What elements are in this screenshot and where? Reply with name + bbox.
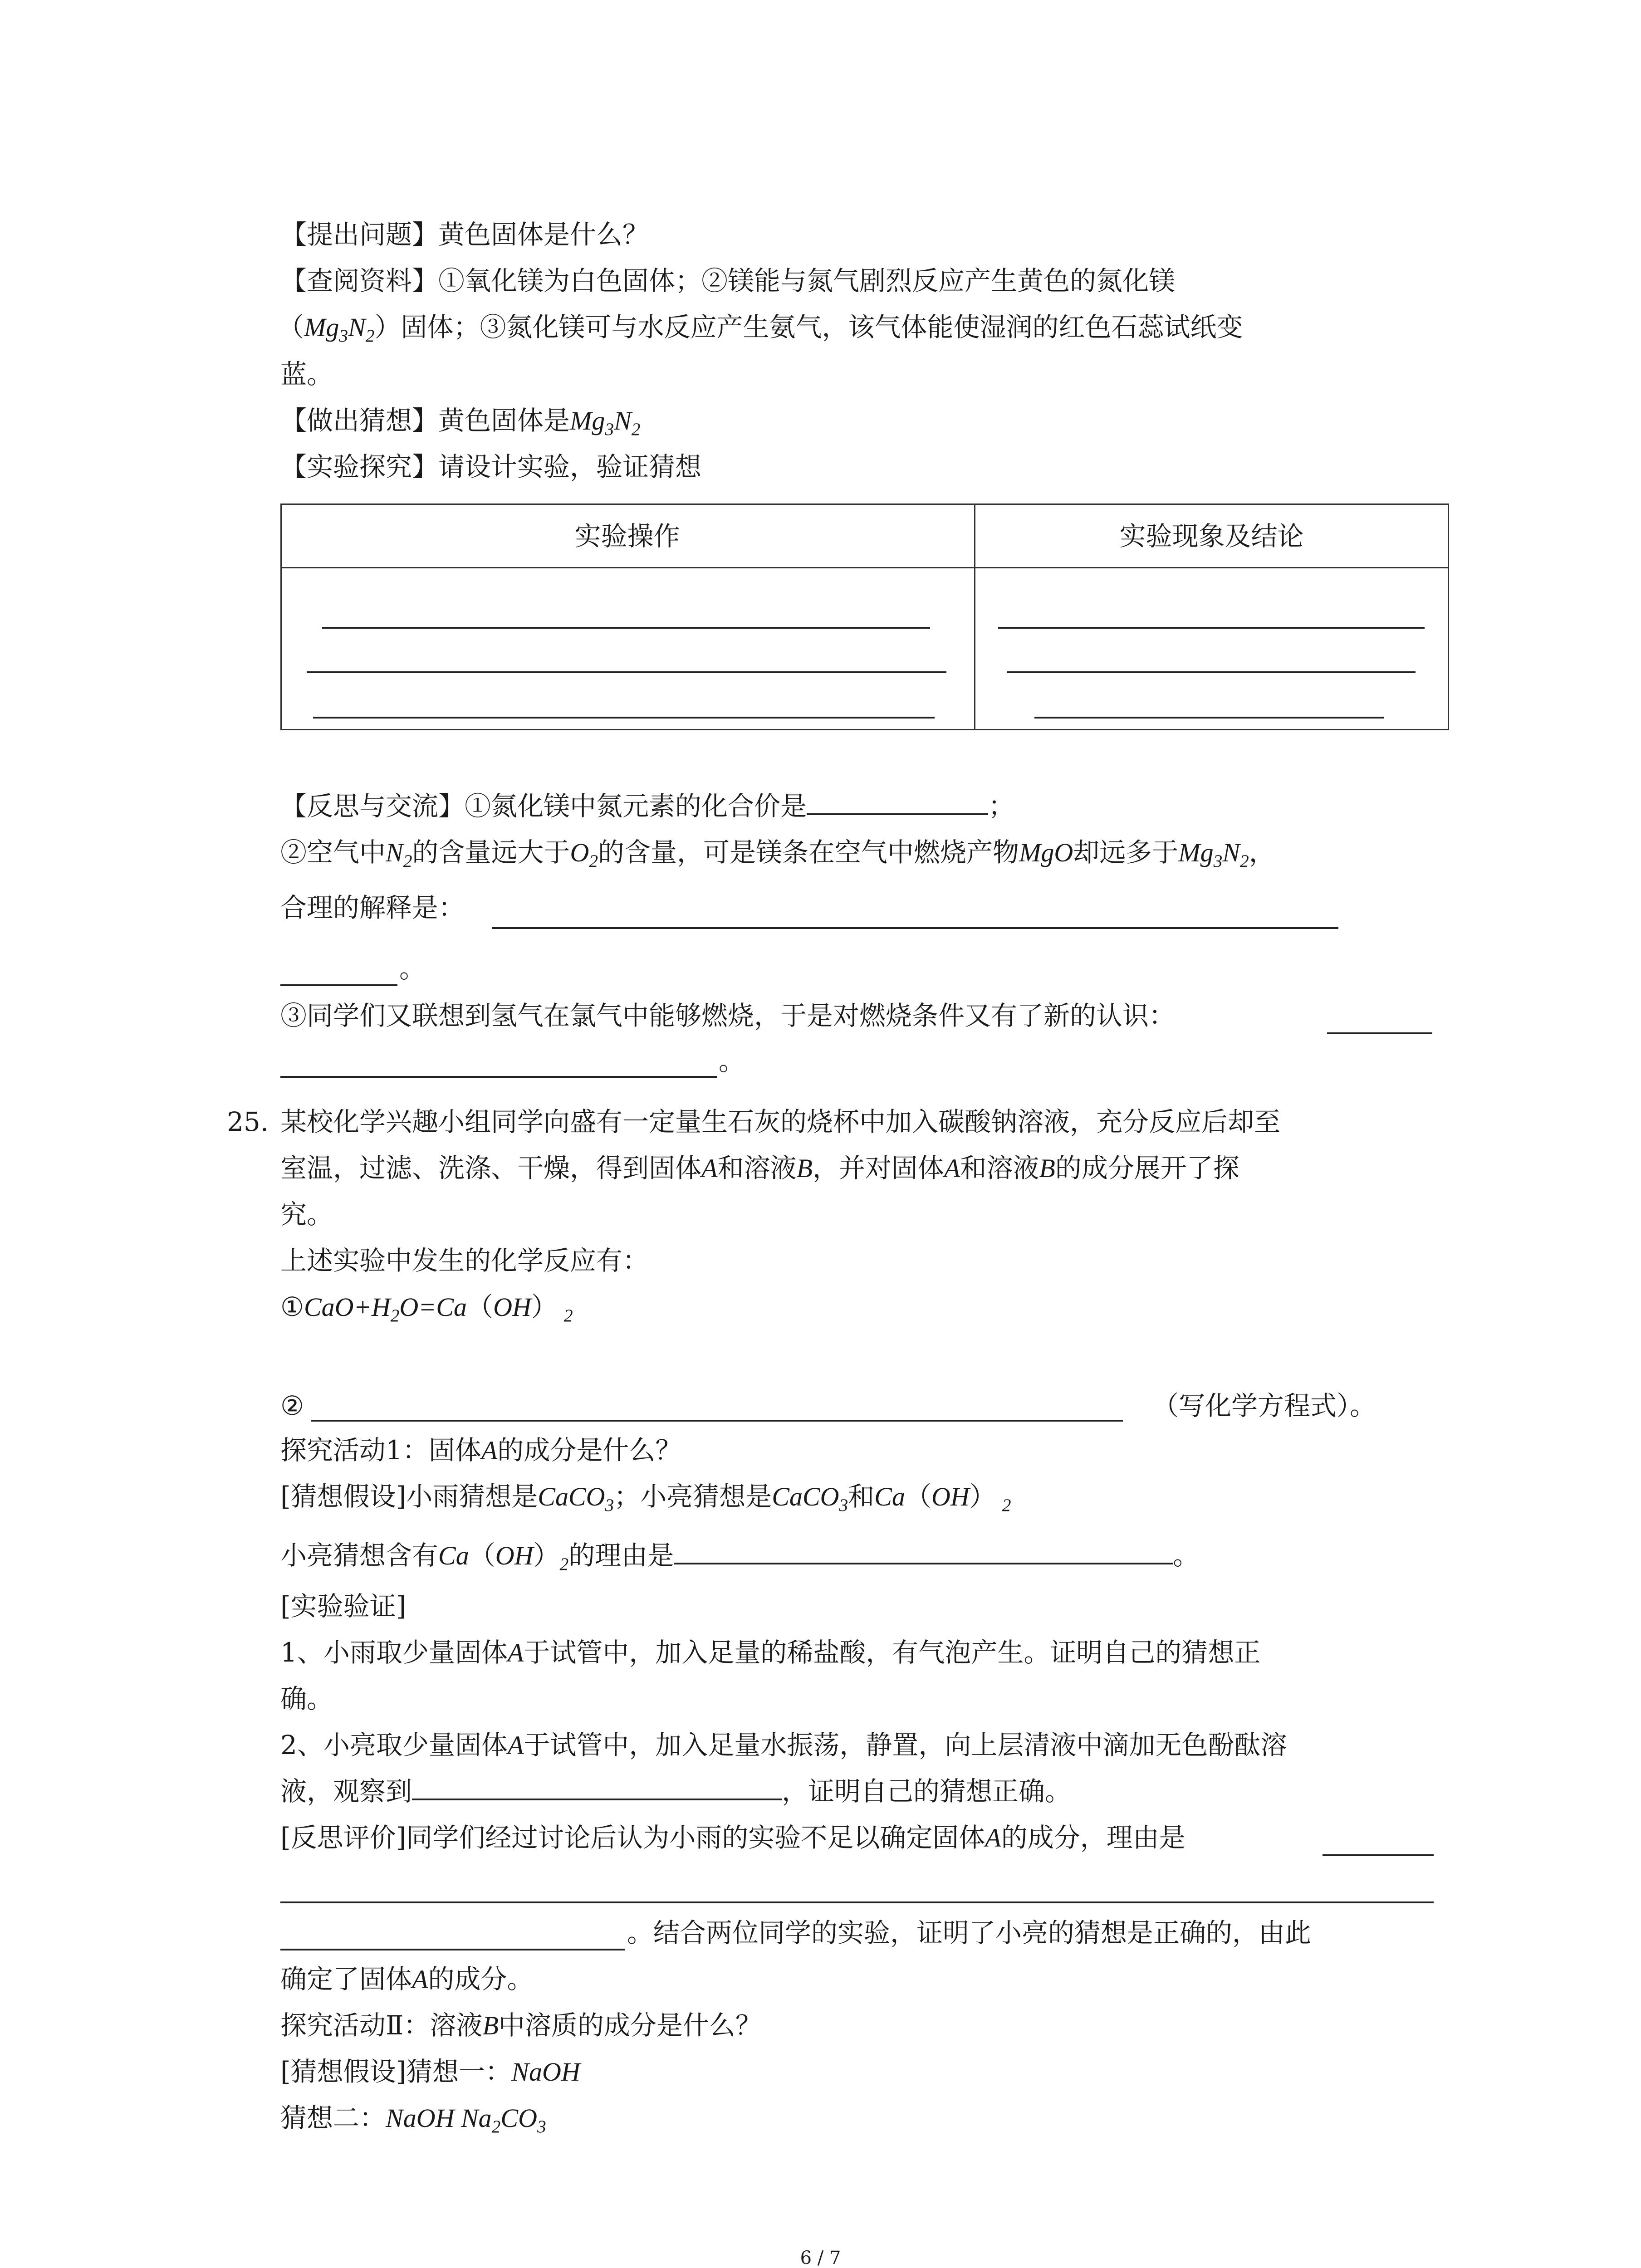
q25-verify-2b xyxy=(280,1776,1072,1807)
paren-open: （ xyxy=(467,1291,494,1322)
var-a: A xyxy=(944,1154,960,1183)
formula: NaOH xyxy=(511,2057,580,2087)
answer-blank[interactable] xyxy=(1327,1032,1432,1034)
paren-open: （ xyxy=(905,1481,931,1512)
text-hypothesis: 【做出猜想】黄色固体是 xyxy=(280,405,570,436)
formula: CaO+H xyxy=(304,1292,391,1322)
formula-mg: Mg xyxy=(570,406,605,435)
subscript: 3 xyxy=(605,419,614,439)
text-materials-3: 蓝。 xyxy=(280,359,333,390)
paren-open: （ xyxy=(278,312,304,342)
text-content: 探究活动Ⅱ：溶液 xyxy=(280,2010,483,2041)
text-content: 和溶液 xyxy=(717,1153,797,1183)
q25-guess-1 xyxy=(280,2058,580,2085)
answer-blank[interactable] xyxy=(280,1949,625,1950)
text-explanation: 合理的解释是： xyxy=(280,892,465,923)
text-content: 探究活动1：固体 xyxy=(280,1435,481,1466)
formula: NaOH Na xyxy=(386,2103,492,2133)
line-hypothesis xyxy=(280,405,641,439)
subscript: 2 xyxy=(403,850,412,871)
text-content: 的含量远大于 xyxy=(412,837,570,868)
var-b: B xyxy=(482,2011,499,2040)
text-content: 室温，过滤、洗涤、干燥，得到固体 xyxy=(280,1153,702,1183)
text-content: 却远多于 xyxy=(1073,837,1179,868)
q25-line-2 xyxy=(280,1155,1239,1182)
formula: OH xyxy=(493,1292,531,1322)
subscript: 2 xyxy=(390,1305,400,1325)
answer-blank[interactable] xyxy=(280,1901,1434,1903)
answer-blank[interactable] xyxy=(1007,671,1416,673)
q25-verify-1b xyxy=(280,1683,333,1714)
formula-n: N xyxy=(386,838,403,867)
q25-verify-2 xyxy=(280,1732,1287,1759)
text-content: [反思评价]同学们经过讨论后认为小雨的实验不足以确定固体 xyxy=(280,1822,985,1853)
formula-n: N xyxy=(1222,838,1240,867)
subscript: 2 xyxy=(491,2116,501,2136)
q25-guess-2 xyxy=(280,2102,546,2136)
answer-blank[interactable] xyxy=(998,627,1425,629)
formula: CaCO xyxy=(772,1482,839,1511)
circled-number: ① xyxy=(280,1291,304,1322)
table-header-result: 实验现象及结论 xyxy=(1119,521,1304,552)
text-content: 液，观察到 xyxy=(280,1776,412,1807)
var-a: A xyxy=(985,1823,1001,1853)
line-materials-1 xyxy=(280,265,1176,296)
subscript: 3 xyxy=(537,2116,546,2136)
text-content: 的成分展开了探 xyxy=(1055,1153,1239,1183)
answer-blank[interactable] xyxy=(280,1076,717,1078)
subscript: 3 xyxy=(839,1495,848,1515)
answer-blank[interactable] xyxy=(807,813,988,815)
table-header-operation: 实验操作 xyxy=(574,521,680,552)
line-reflection-2 xyxy=(280,837,1275,871)
text-content: 于试管中，加入足量的稀盐酸，有气泡产生。证明自己的猜想正 xyxy=(524,1637,1261,1668)
formula-mgo: MgO xyxy=(1019,838,1073,867)
subscript: 2 xyxy=(589,850,598,871)
formula-mg: Mg xyxy=(1178,838,1214,867)
subscript: 2 xyxy=(563,1305,573,1325)
q25-evaluation-3 xyxy=(280,1966,533,1993)
text-materials-1: 【查阅资料】①氧化镁为白色固体；②镁能与氮气剧烈反应产生黄色的氮化镁 xyxy=(280,265,1176,296)
text-content: 上述实验中发生的化学反应有： xyxy=(280,1245,649,1276)
table-header-divider xyxy=(280,567,1449,568)
text-content: 和 xyxy=(848,1481,875,1512)
question-number: 25. xyxy=(227,1106,269,1137)
text-content: 确。 xyxy=(280,1683,333,1714)
comma: ， xyxy=(1249,837,1275,868)
text-content: 的理由是 xyxy=(568,1540,674,1571)
answer-blank[interactable] xyxy=(492,927,1338,929)
formula: CO xyxy=(500,2103,537,2133)
subscript: 2 xyxy=(1002,1495,1011,1515)
subscript: 3 xyxy=(339,325,348,346)
q25-activity-1 xyxy=(280,1437,681,1464)
line-materials-2 xyxy=(278,312,1243,346)
text-content: [猜想假设]猜想一： xyxy=(280,2056,512,2087)
q25-line-1 xyxy=(280,1106,1281,1137)
q25-line-3 xyxy=(280,1199,333,1230)
subscript: 3 xyxy=(1213,850,1223,871)
formula: OH xyxy=(931,1482,970,1511)
answer-blank[interactable] xyxy=(322,627,930,629)
line-experiment xyxy=(280,451,702,482)
page-number: 6 / 7 xyxy=(800,2248,841,2268)
semicolon: ； xyxy=(988,791,1015,821)
q25-equation-1 xyxy=(280,1291,573,1325)
q25-verify-title xyxy=(280,1591,407,1622)
var-b: B xyxy=(796,1154,813,1183)
circled-number: ② xyxy=(280,1390,304,1421)
line-materials-3 xyxy=(280,359,333,390)
text-content: 猜想二： xyxy=(280,2102,386,2133)
text-content: [猜想假设]小雨猜想是 xyxy=(280,1481,538,1512)
var-a: A xyxy=(507,1730,524,1760)
q25-evaluation xyxy=(280,1824,1185,1851)
paren-open: （ xyxy=(469,1540,495,1571)
text-content: 的含量，可是镁条在空气中燃烧产物 xyxy=(598,837,1019,868)
answer-blank[interactable] xyxy=(1034,717,1384,719)
q25-verify-1 xyxy=(280,1639,1260,1666)
formula: Ca xyxy=(874,1482,905,1511)
text-content: 确定了固体 xyxy=(280,1964,412,1994)
text-content: 究。 xyxy=(280,1199,333,1230)
text-content: 中溶质的成分是什么？ xyxy=(498,2010,762,2041)
text-content: [实验验证] xyxy=(280,1591,407,1622)
period: 。 xyxy=(719,1046,745,1076)
line-reflection-3 xyxy=(280,894,465,921)
text-content: 1、小雨取少量固体 xyxy=(280,1637,508,1668)
text-reflection-4: ③同学们又联想到氢气在氯气中能够燃烧，于是对燃烧条件又有了新的认识： xyxy=(280,1000,1176,1031)
period: 。 xyxy=(399,953,426,984)
answer-blank[interactable] xyxy=(311,1420,1123,1422)
text-content: ，并对固体 xyxy=(812,1153,944,1183)
formula-n: N xyxy=(348,313,366,342)
answer-blank[interactable] xyxy=(307,671,946,673)
paren-close: ） xyxy=(531,1291,558,1322)
formula-o: O xyxy=(570,838,589,867)
text-air: ②空气中 xyxy=(280,837,386,868)
subscript: 2 xyxy=(559,1554,569,1574)
text-content: ；小亮猜想是 xyxy=(614,1481,772,1512)
text-content: ，证明自己的猜想正确。 xyxy=(782,1776,1072,1807)
answer-blank[interactable] xyxy=(280,984,397,986)
q25-line-4 xyxy=(280,1247,649,1274)
formula: CaCO xyxy=(538,1482,605,1511)
text-experiment: 【实验探究】请设计实验，验证猜想 xyxy=(280,451,702,482)
equation-hint: （写化学方程式）。 xyxy=(1152,1390,1376,1421)
text-content: 小亮猜想含有 xyxy=(280,1540,439,1571)
text-materials-2: ）固体；③氮化镁可与水反应产生氨气，该气体能使湿润的红色石蕊试纸变 xyxy=(374,312,1243,342)
text-content: 的成分是什么？ xyxy=(497,1435,682,1466)
subscript: 3 xyxy=(605,1495,614,1515)
text-content: 的成分。 xyxy=(428,1964,534,1994)
text-content: 和溶液 xyxy=(960,1153,1039,1183)
period: 。 xyxy=(1173,1540,1200,1571)
answer-blank[interactable] xyxy=(674,1562,1173,1564)
q25-evaluation-2: 。结合两位同学的实验，证明了小亮的猜想是正确的，由此 xyxy=(627,1917,1312,1948)
text-content: 2、小亮取少量固体 xyxy=(280,1730,508,1760)
var-a: A xyxy=(412,1965,428,1994)
line-reflection-1 xyxy=(280,793,1014,819)
var-b: B xyxy=(1039,1154,1055,1183)
text-question: 【提出问题】黄色固体是什么？ xyxy=(280,219,649,250)
formula-n: N xyxy=(614,406,632,435)
formula: O=Ca xyxy=(399,1292,467,1322)
var-a: A xyxy=(507,1638,524,1667)
paren-close: ） xyxy=(969,1481,996,1512)
q25-text-1: 某校化学兴趣小组同学向盛有一定量生石灰的烧杯中加入碳酸钠溶液，充分反应后却至 xyxy=(280,1106,1281,1137)
subscript: 2 xyxy=(1240,850,1249,871)
formula-mg: Mg xyxy=(304,313,339,342)
line-reflection-4 xyxy=(280,1002,1175,1029)
formula: OH xyxy=(495,1541,534,1570)
var-a: A xyxy=(701,1154,718,1183)
formula: Ca xyxy=(438,1541,469,1570)
line-question xyxy=(280,221,649,248)
subscript: 2 xyxy=(631,419,641,439)
q25-hypothesis xyxy=(280,1481,1011,1515)
q25-equation-2 xyxy=(280,1390,304,1421)
var-a: A xyxy=(481,1436,498,1465)
answer-blank[interactable] xyxy=(313,717,935,719)
answer-blank[interactable] xyxy=(1323,1854,1434,1856)
answer-blank[interactable] xyxy=(412,1798,782,1800)
text-content: 的成分，理由是 xyxy=(1001,1822,1185,1853)
q25-activity-2 xyxy=(280,2012,762,2039)
subscript: 2 xyxy=(365,325,375,346)
text-reflection-1: 【反思与交流】①氮化镁中氮元素的化合价是 xyxy=(280,791,807,821)
text-content: 于试管中，加入足量水振荡，静置，向上层清液中滴加无色酚酞溶 xyxy=(524,1730,1287,1760)
q25-reason xyxy=(280,1540,1200,1574)
paren-close: ） xyxy=(533,1540,560,1571)
